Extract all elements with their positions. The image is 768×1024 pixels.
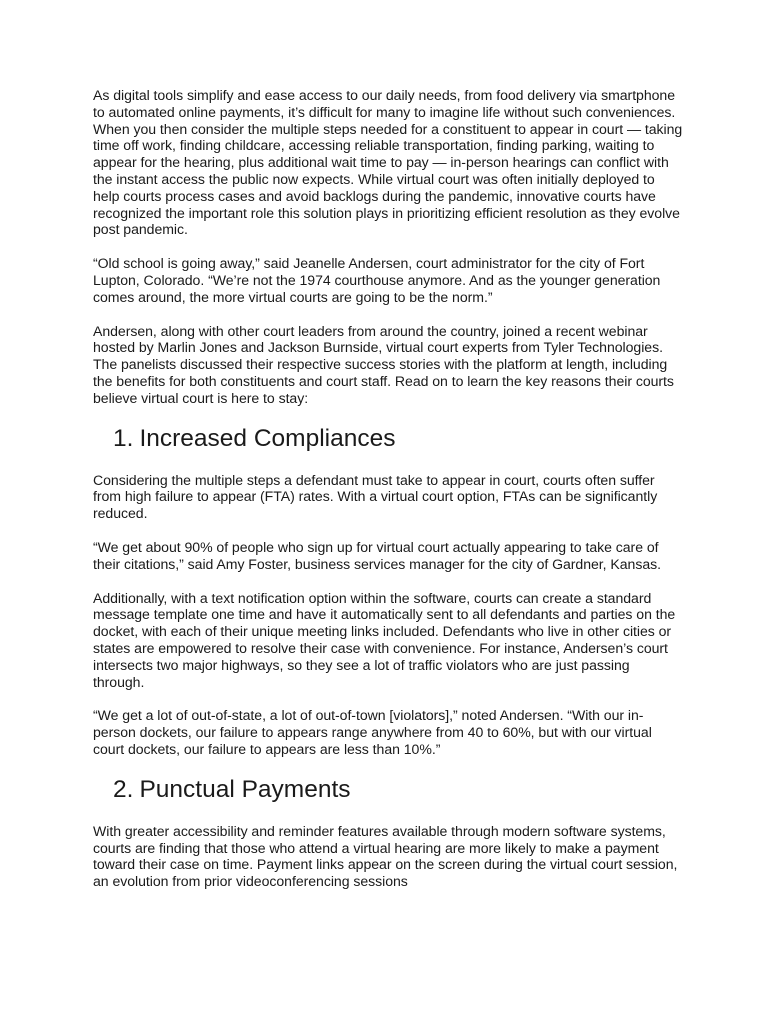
section1-paragraph-4: “We get a lot of out-of-state, a lot of out-of-town [violators],” noted Andersen. “With our in-person dockets, our failure to appears range anywhere from 40 to 60%, but with our virtual court dockets, our failure to appears are less than 10%.” <box>93 707 652 757</box>
section1-paragraph-1: Considering the multiple steps a defendant must take to appear in court, courts often suffer from high failure to appear (FTA) rates. With a virtual court option, FTAs can be significantly reduced. <box>93 471 658 522</box>
section-number: 2. <box>113 775 134 803</box>
intro-paragraph-1: As digital tools simplify and ease access to our daily needs, from food delivery via smartphone to automated online payments, it’s difficult for many to imagine life without such conveniences. When you then consider the multiple steps needed for a constituent to appear in court — taking time off work, finding childcare, accessing reliable transportation, finding parking, waiting to appear for the hearing, plus additional wait time to pay — in-person hearings can conflict with the instant access the public now expects. While virtual court was often initially deployed to help courts process cases and avoid backlogs during the pandemic, innovative courts have recognized the important role this solution plays in prioritizing efficient resolution as they evolve post pandemic. <box>93 87 683 238</box>
section-number: 1. <box>113 424 134 452</box>
intro-paragraph-2: “Old school is going away,” said Jeanelle Andersen, court administrator for the city of Fort Lupton, Colorado. “We’re not the 1974 courthouse anymore. And as the younger generation comes around, the more virtual courts are going to be the norm.” <box>93 255 661 305</box>
section1-paragraph-3: Additionally, with a text notification option within the software, courts can create a standard message template one time and have it automatically sent to all defendants and parties on the docket, with each of their unique meeting links included. Defendants who live in other cities or states are empowered to resolve their case with convenience. For instance, Andersen’s court intersects two major highways, so they see a lot of traffic violators who are just passing through. <box>93 589 676 690</box>
section-heading-increased-compliances <box>113 424 683 454</box>
document-body <box>93 87 683 907</box>
section-title: Increased Compliances <box>139 424 396 452</box>
section1-paragraph-2: “We get about 90% of people who sign up for virtual court actually appearing to take care of their citations,” said Amy Foster, business services manager for the city of Gardner, Kansas. <box>93 538 661 572</box>
section-title: Punctual Payments <box>139 775 351 803</box>
section-heading-punctual-payments <box>113 775 683 805</box>
intro-paragraph-3: Andersen, along with other court leaders from around the country, joined a recent webinar hosted by Marlin Jones and Jackson Burnside, virtual court experts from Tyler Technologies. The panelists discussed their respective success stories with the platform at length, including the benefits for both constituents and court staff. Read on to learn the key reasons their courts believe virtual court is here to stay: <box>93 322 674 406</box>
section2-paragraph-1: With greater accessibility and reminder features available through modern software systems, courts are finding that those who attend a virtual hearing are more likely to make a payment toward their case on time. Payment links appear on the screen during the virtual court session, an evolution from prior videoconferencing sessions <box>93 822 678 890</box>
